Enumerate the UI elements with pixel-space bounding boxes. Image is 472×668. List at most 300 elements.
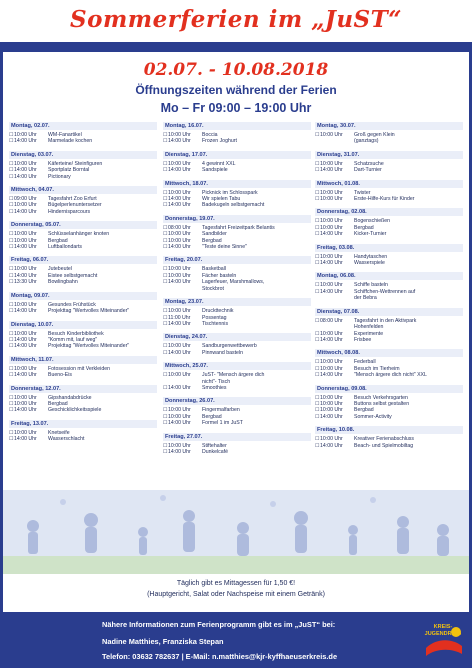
activity-time: 14:00 Uhr xyxy=(320,260,343,267)
checkbox-icon: ☐ xyxy=(9,436,14,443)
activity-row xyxy=(315,372,463,378)
checkbox-icon: ☐ xyxy=(315,253,320,260)
checkbox-icon: ☐ xyxy=(163,372,168,379)
activity-name: Bergbad xyxy=(202,413,222,420)
activity-time: 10:00 Uhr xyxy=(320,359,343,366)
checkbox-icon: ☐ xyxy=(315,218,320,225)
activity-time: 10:00 Uhr xyxy=(168,237,191,244)
checkbox-icon: ☐ xyxy=(9,231,14,238)
activity-time: 14:00 Uhr xyxy=(320,413,343,420)
activity-name: Groß gegen Klein (ganztags) xyxy=(354,132,395,145)
day-heading: Montag, 02.07. xyxy=(9,122,157,130)
activity-row xyxy=(9,372,157,378)
activity-name: Picknick im Schlosspark xyxy=(202,189,258,196)
lunch-notice xyxy=(3,578,469,600)
activity-row xyxy=(163,385,311,391)
activity-name: Hindernisparcours xyxy=(48,208,91,215)
checkbox-icon: ☐ xyxy=(315,359,320,366)
activity-time: 10:00 Uhr xyxy=(14,301,37,308)
activity-time: 14:00 Uhr xyxy=(168,384,191,391)
activity-name: Kreativer Ferienabschluss xyxy=(354,436,414,443)
schedule-column-1 xyxy=(9,122,157,449)
activity-name: Smoothies xyxy=(202,384,227,391)
footer-phone-email[interactable]: Telefon: 03632 782637 | E-Mail: n.matthies@kjr-kyffhaeuserkreis.de xyxy=(102,652,338,661)
activity-row xyxy=(315,167,463,173)
activity-row xyxy=(315,443,463,449)
day-block xyxy=(9,321,157,350)
activity-name: Tagesfahrt Zoo Erfurt xyxy=(48,196,97,203)
activity-name: Formel 1 im JuST xyxy=(202,420,243,427)
hours-value: Mo – Fr 09:00 – 19:00 Uhr xyxy=(160,101,312,115)
day-block xyxy=(163,298,311,327)
activity-name: Luftballondarts xyxy=(48,244,83,251)
checkbox-icon: ☐ xyxy=(9,429,14,436)
activity-time: 14:00 Uhr xyxy=(14,173,37,180)
activity-name: Schatzsuche xyxy=(354,160,384,167)
activity-time: 14:00 Uhr xyxy=(168,244,191,251)
activity-name: Schiffe basteln xyxy=(354,282,388,289)
day-heading: Montag, 30.07. xyxy=(315,122,463,130)
activity-row xyxy=(163,244,311,250)
activity-time: 14:00 Uhr xyxy=(14,407,37,414)
checkbox-icon: ☐ xyxy=(9,196,14,203)
checkbox-icon: ☐ xyxy=(9,237,14,244)
activity-name: Gipshandabdrücke xyxy=(48,394,92,401)
activity-time: 10:00 Uhr xyxy=(14,132,37,138)
activity-time: 10:00 Uhr xyxy=(14,394,37,401)
lunch-line-2: (Hauptgericht, Salat oder Nachspeise mit einem Getränk) xyxy=(147,591,325,598)
day-block xyxy=(9,151,157,180)
playing-kids-illustration xyxy=(3,490,469,574)
activity-name: Schiffchen-Wettrennen auf der Bebra xyxy=(354,288,416,302)
day-block xyxy=(163,256,311,292)
day-heading: Freitag, 27.07. xyxy=(163,433,311,441)
hours-label: Öffnungszeiten während der Ferien xyxy=(135,83,337,97)
checkbox-icon: ☐ xyxy=(163,202,168,209)
day-heading: Donnerstag, 05.07. xyxy=(9,221,157,229)
activity-row xyxy=(315,231,463,237)
activity-time: 14:00 Uhr xyxy=(168,448,191,455)
day-block xyxy=(9,420,157,443)
activity-time: 10:00 Uhr xyxy=(14,429,37,436)
activity-row xyxy=(9,138,157,144)
activity-name: Sandspiele xyxy=(202,167,228,174)
day-heading: Donnerstag, 02.08. xyxy=(315,208,463,216)
day-block xyxy=(315,272,463,301)
day-block xyxy=(163,151,311,174)
activity-name: Badekugeln selbstgemacht xyxy=(202,202,265,209)
activity-row xyxy=(9,308,157,314)
day-block xyxy=(9,292,157,315)
checkbox-icon: ☐ xyxy=(9,365,14,372)
checkbox-icon: ☐ xyxy=(163,349,168,356)
checkbox-icon: ☐ xyxy=(163,442,168,449)
day-block xyxy=(9,385,157,414)
activity-name: Frisbee xyxy=(354,336,372,343)
checkbox-icon: ☐ xyxy=(163,308,168,315)
activity-time: 10:00 Uhr xyxy=(14,400,37,407)
day-block xyxy=(315,349,463,378)
activity-time: 08:00 Uhr xyxy=(320,317,343,324)
activity-time: 10:00 Uhr xyxy=(320,196,343,203)
activity-name: Boccia xyxy=(202,132,218,138)
activity-time: 14:00 Uhr xyxy=(14,138,37,145)
activity-name: Frozen Joghurt xyxy=(202,138,237,145)
day-heading: Montag, 23.07. xyxy=(163,298,311,306)
activity-name: Tischtennis xyxy=(202,320,229,327)
day-block xyxy=(315,180,463,203)
checkbox-icon: ☐ xyxy=(315,160,320,167)
checkbox-icon: ☐ xyxy=(9,173,14,180)
activity-time: 14:00 Uhr xyxy=(14,372,37,379)
checkbox-icon: ☐ xyxy=(315,196,320,203)
activity-time: 10:00 Uhr xyxy=(14,160,37,167)
activity-name: "Komm mit, lauf weg" xyxy=(48,336,98,343)
activity-time: 10:00 Uhr xyxy=(14,202,37,209)
day-block xyxy=(163,180,311,209)
checkbox-icon: ☐ xyxy=(315,132,320,138)
activity-time: 10:00 Uhr xyxy=(14,266,37,273)
activity-row xyxy=(9,244,157,250)
day-heading: Mittwoch, 25.07. xyxy=(163,362,311,370)
activity-name: Lagerfeuer, Marshmallows, Stockbrot xyxy=(202,279,265,292)
checkbox-icon: ☐ xyxy=(9,330,14,337)
checkbox-icon: ☐ xyxy=(315,167,320,174)
activity-row xyxy=(163,167,311,173)
day-heading: Donnerstag, 12.07. xyxy=(9,385,157,393)
day-heading: Mittwoch, 04.07. xyxy=(9,186,157,194)
activity-row xyxy=(315,289,463,302)
checkbox-icon: ☐ xyxy=(315,189,320,196)
day-heading: Dienstag, 31.07. xyxy=(315,151,463,159)
day-heading: Dienstag, 24.07. xyxy=(163,333,311,341)
activity-time: 10:00 Uhr xyxy=(168,189,191,196)
checkbox-icon: ☐ xyxy=(163,343,168,350)
activity-row xyxy=(163,138,311,144)
activity-name: Käferteine/ Steinfiguren xyxy=(48,160,103,167)
activity-name: Besuch Kinderbibliothek xyxy=(48,330,104,337)
activity-row xyxy=(163,350,311,356)
checkbox-icon: ☐ xyxy=(163,160,168,167)
activity-name: Besuch im Tierheim xyxy=(354,365,400,372)
activity-time: 10:00 Uhr xyxy=(320,218,343,225)
activity-time: 10:00 Uhr xyxy=(168,407,191,414)
logo-text-2: JUGENDRING xyxy=(424,631,462,637)
checkbox-icon: ☐ xyxy=(9,336,14,343)
activity-time: 14:00 Uhr xyxy=(14,343,37,350)
day-heading: Freitag, 03.08. xyxy=(315,244,463,252)
checkbox-icon: ☐ xyxy=(315,442,320,449)
day-block xyxy=(9,221,157,250)
checkbox-icon: ☐ xyxy=(315,400,320,407)
day-block xyxy=(9,122,157,145)
checkbox-icon: ☐ xyxy=(9,343,14,350)
day-block xyxy=(315,385,463,421)
activity-name: Knetseife xyxy=(48,429,70,436)
activity-name: Fingermalfarben xyxy=(202,407,240,414)
activity-time: 14:00 Uhr xyxy=(168,420,191,427)
checkbox-icon: ☐ xyxy=(163,189,168,196)
checkbox-icon: ☐ xyxy=(315,413,320,420)
activity-name: Wasserspiele xyxy=(354,260,385,267)
checkbox-icon: ☐ xyxy=(9,202,14,209)
activity-name: WM-Fanartikel xyxy=(48,132,82,138)
day-heading: Dienstag, 10.07. xyxy=(9,321,157,329)
activity-time: 10:00 Uhr xyxy=(168,372,191,379)
activity-time: 10:00 Uhr xyxy=(168,308,191,315)
day-heading: Donnerstag, 09.08. xyxy=(315,385,463,393)
day-heading: Mittwoch, 18.07. xyxy=(163,180,311,188)
activity-time: 10:00 Uhr xyxy=(320,224,343,231)
activity-time: 14:00 Uhr xyxy=(168,202,191,209)
day-heading: Freitag, 10.08. xyxy=(315,426,463,434)
activity-name: Pictionary xyxy=(48,173,71,180)
checkbox-icon: ☐ xyxy=(315,365,320,372)
checkbox-icon: ☐ xyxy=(163,320,168,327)
activity-time: 14:00 Uhr xyxy=(320,372,343,379)
activity-name: Tagesfahrt in den Aktivpark Hohenfelden xyxy=(354,317,417,331)
checkbox-icon: ☐ xyxy=(315,282,320,289)
activity-time: 10:00 Uhr xyxy=(14,231,37,238)
activity-time: 10:00 Uhr xyxy=(320,189,343,196)
day-heading: Dienstag, 07.08. xyxy=(315,308,463,316)
checkbox-icon: ☐ xyxy=(163,279,168,286)
activity-row xyxy=(9,407,157,413)
activity-name: Fotosession mit Verkleiden xyxy=(48,365,110,372)
activity-time: 10:00 Uhr xyxy=(320,394,343,401)
day-heading: Montag, 16.07. xyxy=(163,122,311,130)
kreisjugendring-logo-icon xyxy=(418,618,468,662)
activity-time: 10:00 Uhr xyxy=(320,253,343,260)
activity-time: 14:00 Uhr xyxy=(320,167,343,174)
checkbox-icon: ☐ xyxy=(163,413,168,420)
day-block xyxy=(9,256,157,285)
checkbox-icon: ☐ xyxy=(163,224,168,231)
day-heading: Donnerstag, 26.07. xyxy=(163,397,311,405)
activity-name: Handytaschen xyxy=(354,253,388,260)
activity-row xyxy=(9,343,157,349)
title-band xyxy=(0,0,472,42)
activity-row xyxy=(163,372,311,385)
activity-row xyxy=(9,436,157,442)
activity-time: 14:00 Uhr xyxy=(14,272,37,279)
activity-row xyxy=(9,279,157,285)
checkbox-icon: ☐ xyxy=(163,384,168,391)
checkbox-icon: ☐ xyxy=(9,279,14,286)
activity-row xyxy=(163,202,311,208)
activity-name: Bügelperlenuntersetzer xyxy=(48,202,102,209)
activity-row xyxy=(163,420,311,426)
day-block xyxy=(315,308,463,344)
activity-time: 14:00 Uhr xyxy=(168,138,191,145)
activity-name: Possentag xyxy=(202,314,227,321)
day-heading: Freitag, 06.07. xyxy=(9,256,157,264)
checkbox-icon: ☐ xyxy=(9,372,14,379)
day-block xyxy=(163,215,311,251)
activity-name: Buttons selbst gestalten xyxy=(354,400,410,407)
activity-row xyxy=(9,209,157,215)
activity-name: Twister xyxy=(354,189,371,196)
activity-name: Bergbad xyxy=(354,407,374,414)
activity-time: 13:30 Uhr xyxy=(14,279,37,286)
divider-band xyxy=(0,42,472,52)
activity-time: 10:00 Uhr xyxy=(320,365,343,372)
activity-name: Stiftehalter xyxy=(202,442,227,449)
activity-name: Pinnwand basteln xyxy=(202,349,243,356)
activity-name: Federball xyxy=(354,359,376,366)
checkbox-icon: ☐ xyxy=(9,308,14,315)
activity-name: Sommer-Activity xyxy=(354,413,392,420)
day-block xyxy=(315,244,463,267)
checkbox-icon: ☐ xyxy=(163,266,168,273)
activity-name: Wasserschlacht xyxy=(48,436,85,443)
day-block xyxy=(163,333,311,356)
activity-time: 10:00 Uhr xyxy=(168,413,191,420)
activity-name: Schlüsselanhänger knoten xyxy=(48,231,110,238)
activity-name: Marmelade kochen xyxy=(48,138,93,145)
activity-name: Experimente xyxy=(354,330,384,337)
activity-time: 11:00 Uhr xyxy=(168,314,191,321)
activity-name: "Teste deine Sinne" xyxy=(202,244,247,251)
day-block xyxy=(315,426,463,449)
activity-name: Bergbad xyxy=(48,400,68,407)
activity-name: Tagesfahrt Freizeitpark Belantis xyxy=(202,224,275,231)
lunch-line-1: Täglich gibt es Mittagessen für 1,50 €! xyxy=(176,580,296,587)
day-heading: Freitag, 20.07. xyxy=(163,256,311,264)
activity-time: 14:00 Uhr xyxy=(168,167,191,174)
activity-time: 14:00 Uhr xyxy=(168,349,191,356)
schedule-column-3 xyxy=(315,122,463,455)
checkbox-icon: ☐ xyxy=(163,196,168,203)
activity-time: 10:00 Uhr xyxy=(14,330,37,337)
activity-name: Sandburgenwettbewerb xyxy=(202,343,257,350)
day-block xyxy=(315,122,463,145)
day-block xyxy=(163,122,311,145)
day-heading: Donnerstag, 19.07. xyxy=(163,215,311,223)
activity-name: Bueno-Eis xyxy=(48,372,72,379)
activity-time: 14:00 Uhr xyxy=(14,336,37,343)
activity-time: 14:00 Uhr xyxy=(14,308,37,315)
checkbox-icon: ☐ xyxy=(163,314,168,321)
checkbox-icon: ☐ xyxy=(9,167,14,174)
day-heading: Montag, 09.07. xyxy=(9,292,157,300)
checkbox-icon: ☐ xyxy=(9,400,14,407)
day-heading: Mittwoch, 11.07. xyxy=(9,356,157,364)
activity-name: Jutebeutel xyxy=(48,266,72,273)
checkbox-icon: ☐ xyxy=(9,138,14,145)
activity-time: 10:00 Uhr xyxy=(14,365,37,372)
activity-name: Beach- und Spielmobiltag xyxy=(354,442,414,449)
activity-time: 10:00 Uhr xyxy=(14,237,37,244)
activity-time: 14:00 Uhr xyxy=(168,320,191,327)
activity-time: 14:00 Uhr xyxy=(320,442,343,449)
activity-name: Wir spielen Tabu xyxy=(202,196,241,203)
checkbox-icon: ☐ xyxy=(315,260,320,267)
activity-row xyxy=(315,196,463,202)
activity-name: Dunkelcafé xyxy=(202,448,228,455)
day-block xyxy=(9,186,157,215)
activity-time: 14:00 Uhr xyxy=(168,196,191,203)
activity-name: Erste-Hilfe-Kurs für Kinder xyxy=(354,196,415,203)
activity-row xyxy=(315,132,463,145)
activity-time: 14:00 Uhr xyxy=(14,208,37,215)
checkbox-icon: ☐ xyxy=(9,160,14,167)
day-heading: Montag, 06.08. xyxy=(315,272,463,280)
checkbox-icon: ☐ xyxy=(9,301,14,308)
schedule-column-2 xyxy=(163,122,311,461)
logo-text-1: KREIS- xyxy=(433,624,453,630)
activity-time: 14:00 Uhr xyxy=(320,288,343,295)
checkbox-icon: ☐ xyxy=(315,317,320,324)
checkbox-icon: ☐ xyxy=(315,407,320,414)
checkbox-icon: ☐ xyxy=(9,208,14,215)
footer-contact-names: Nadine Matthies, Franziska Stepan xyxy=(102,637,224,646)
checkbox-icon: ☐ xyxy=(163,244,168,251)
day-heading: Mittwoch, 08.08. xyxy=(315,349,463,357)
checkbox-icon: ☐ xyxy=(315,394,320,401)
checkbox-icon: ☐ xyxy=(315,372,320,379)
checkbox-icon: ☐ xyxy=(315,288,320,295)
activity-row xyxy=(315,318,463,331)
checkbox-icon: ☐ xyxy=(315,231,320,238)
checkbox-icon: ☐ xyxy=(163,138,168,145)
activity-time: 09:00 Uhr xyxy=(14,196,37,203)
activity-time: 10:00 Uhr xyxy=(168,231,191,238)
checkbox-icon: ☐ xyxy=(9,407,14,414)
checkbox-icon: ☐ xyxy=(315,224,320,231)
day-heading: Freitag, 13.07. xyxy=(9,420,157,428)
activity-time: 10:00 Uhr xyxy=(320,132,343,138)
date-range: 02.07. - 10.08.2018 xyxy=(143,60,329,80)
checkbox-icon: ☐ xyxy=(315,330,320,337)
footer-info-line: Nähere Informationen zum Ferienprogramm gibt es im „JuST“ bei: xyxy=(102,620,336,629)
checkbox-icon: ☐ xyxy=(9,244,14,251)
activity-name: Projekttag "Wertvolles Miteinander" xyxy=(48,343,130,350)
activity-time: 14:00 Uhr xyxy=(14,244,37,251)
activity-name: Basketball xyxy=(202,266,226,273)
activity-time: 10:00 Uhr xyxy=(168,160,191,167)
activity-time: 10:00 Uhr xyxy=(320,282,343,289)
activity-name: JuST- "Mensch ärgere dich nicht"- Tisch xyxy=(202,372,265,385)
checkbox-icon: ☐ xyxy=(315,436,320,443)
activity-row xyxy=(315,260,463,266)
schedule-area xyxy=(3,52,469,612)
day-heading: Dienstag, 03.07. xyxy=(9,151,157,159)
day-heading: Dienstag, 17.07. xyxy=(163,151,311,159)
checkbox-icon: ☐ xyxy=(163,407,168,414)
activity-time: 14:00 Uhr xyxy=(14,436,37,443)
activity-row xyxy=(163,449,311,455)
checkbox-icon: ☐ xyxy=(163,132,168,138)
checkbox-icon: ☐ xyxy=(9,272,14,279)
day-block xyxy=(163,433,311,456)
activity-row xyxy=(9,174,157,180)
activity-row xyxy=(163,321,311,327)
activity-name: Eistee selbstgemacht xyxy=(48,272,98,279)
activity-row xyxy=(315,414,463,420)
checkbox-icon: ☐ xyxy=(9,266,14,273)
activity-name: Bergbad xyxy=(354,224,374,231)
activity-time: 10:00 Uhr xyxy=(168,272,191,279)
day-block xyxy=(315,151,463,174)
day-block xyxy=(9,356,157,379)
activity-time: 10:00 Uhr xyxy=(320,330,343,337)
checkbox-icon: ☐ xyxy=(163,272,168,279)
activity-time: 14:00 Uhr xyxy=(320,336,343,343)
activity-time: 10:00 Uhr xyxy=(168,266,191,273)
activity-name: Sandbilder xyxy=(202,231,227,238)
activity-name: Gesundes Frühstück xyxy=(48,301,96,308)
